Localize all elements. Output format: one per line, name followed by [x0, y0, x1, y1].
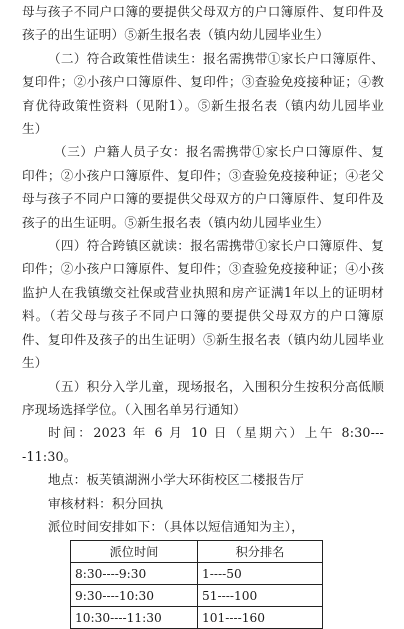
paragraph-section-2: （二）符合政策性借读生：报名需携带①家长户口簿原件、复印件；②小孩户口簿原件、复印件；③查验免疫接种证；④教育优待政策性资料（见附1）。⑤新生报名表（镇内幼儿园毕业生）	[22, 50, 384, 137]
paragraph-continuation: 母与孩子不同户口簿的要提供父母双方的户口簿原件、复印件及孩子的出生证明）⑤新生报名表（镇内幼儿园毕业生）	[22, 4, 384, 43]
table-cell-time: 8:30----9:30	[71, 563, 198, 585]
paragraph-section-3: （三）户籍人员子女：报名需携带①家长户口簿原件、复印件；②小孩户口簿原件、复印件；③查验免疫接种证；④老父母与孩子不同户口簿的要提供父母双方的户口簿原件、复印件及孩子的出生证明。⑤新生报名表（镇内幼儿园毕业生）	[22, 144, 384, 230]
table-row	[71, 607, 323, 629]
paragraph-time: 时间：2023 年 6 月 10 日（星期六）上午 8:30----11:30。	[22, 425, 384, 464]
paragraph-location: 地点：板芙镇湖洲小学大环街校区二楼报告厅	[48, 472, 304, 488]
table-cell-time: 10:30----11:30	[71, 607, 198, 629]
paragraph-section-5: （五）积分入学儿童，现场报名，入围积分生按积分高低顺序现场选择学位。（入围名单另行通知）	[22, 378, 384, 417]
schedule-table	[70, 540, 323, 629]
paragraph-section-4: （四）符合跨镇区就读：报名需携带①家长户口簿原件、复印件；②小孩户口簿原件、复印件；③查验免疫接种证；④小孩监护人在我镇缴交社保或营业执照和房产证满1年以上的证明材料。（若父母与孩子不同户口簿的要提供父母双方的户口簿原件、复印件及孩子的出生证明）⑤新生报名表（镇内幼儿园毕业生）	[22, 238, 384, 371]
table-cell-rank: 51----100	[198, 585, 323, 607]
schedule-table-wrapper	[70, 540, 384, 629]
table-header-time: 派位时间	[71, 541, 198, 563]
table-row	[71, 563, 323, 585]
table-row	[71, 585, 323, 607]
table-header-rank: 积分排名	[198, 541, 323, 563]
paragraph-schedule-intro: 派位时间安排如下：（具体以短信通知为主），	[48, 518, 305, 534]
paragraph-materials: 审核材料：积分回执	[48, 495, 164, 511]
table-cell-rank: 101----160	[198, 607, 323, 629]
table-cell-time: 9:30----10:30	[71, 585, 198, 607]
table-header-row	[71, 541, 323, 563]
table-cell-rank: 1----50	[198, 563, 323, 585]
